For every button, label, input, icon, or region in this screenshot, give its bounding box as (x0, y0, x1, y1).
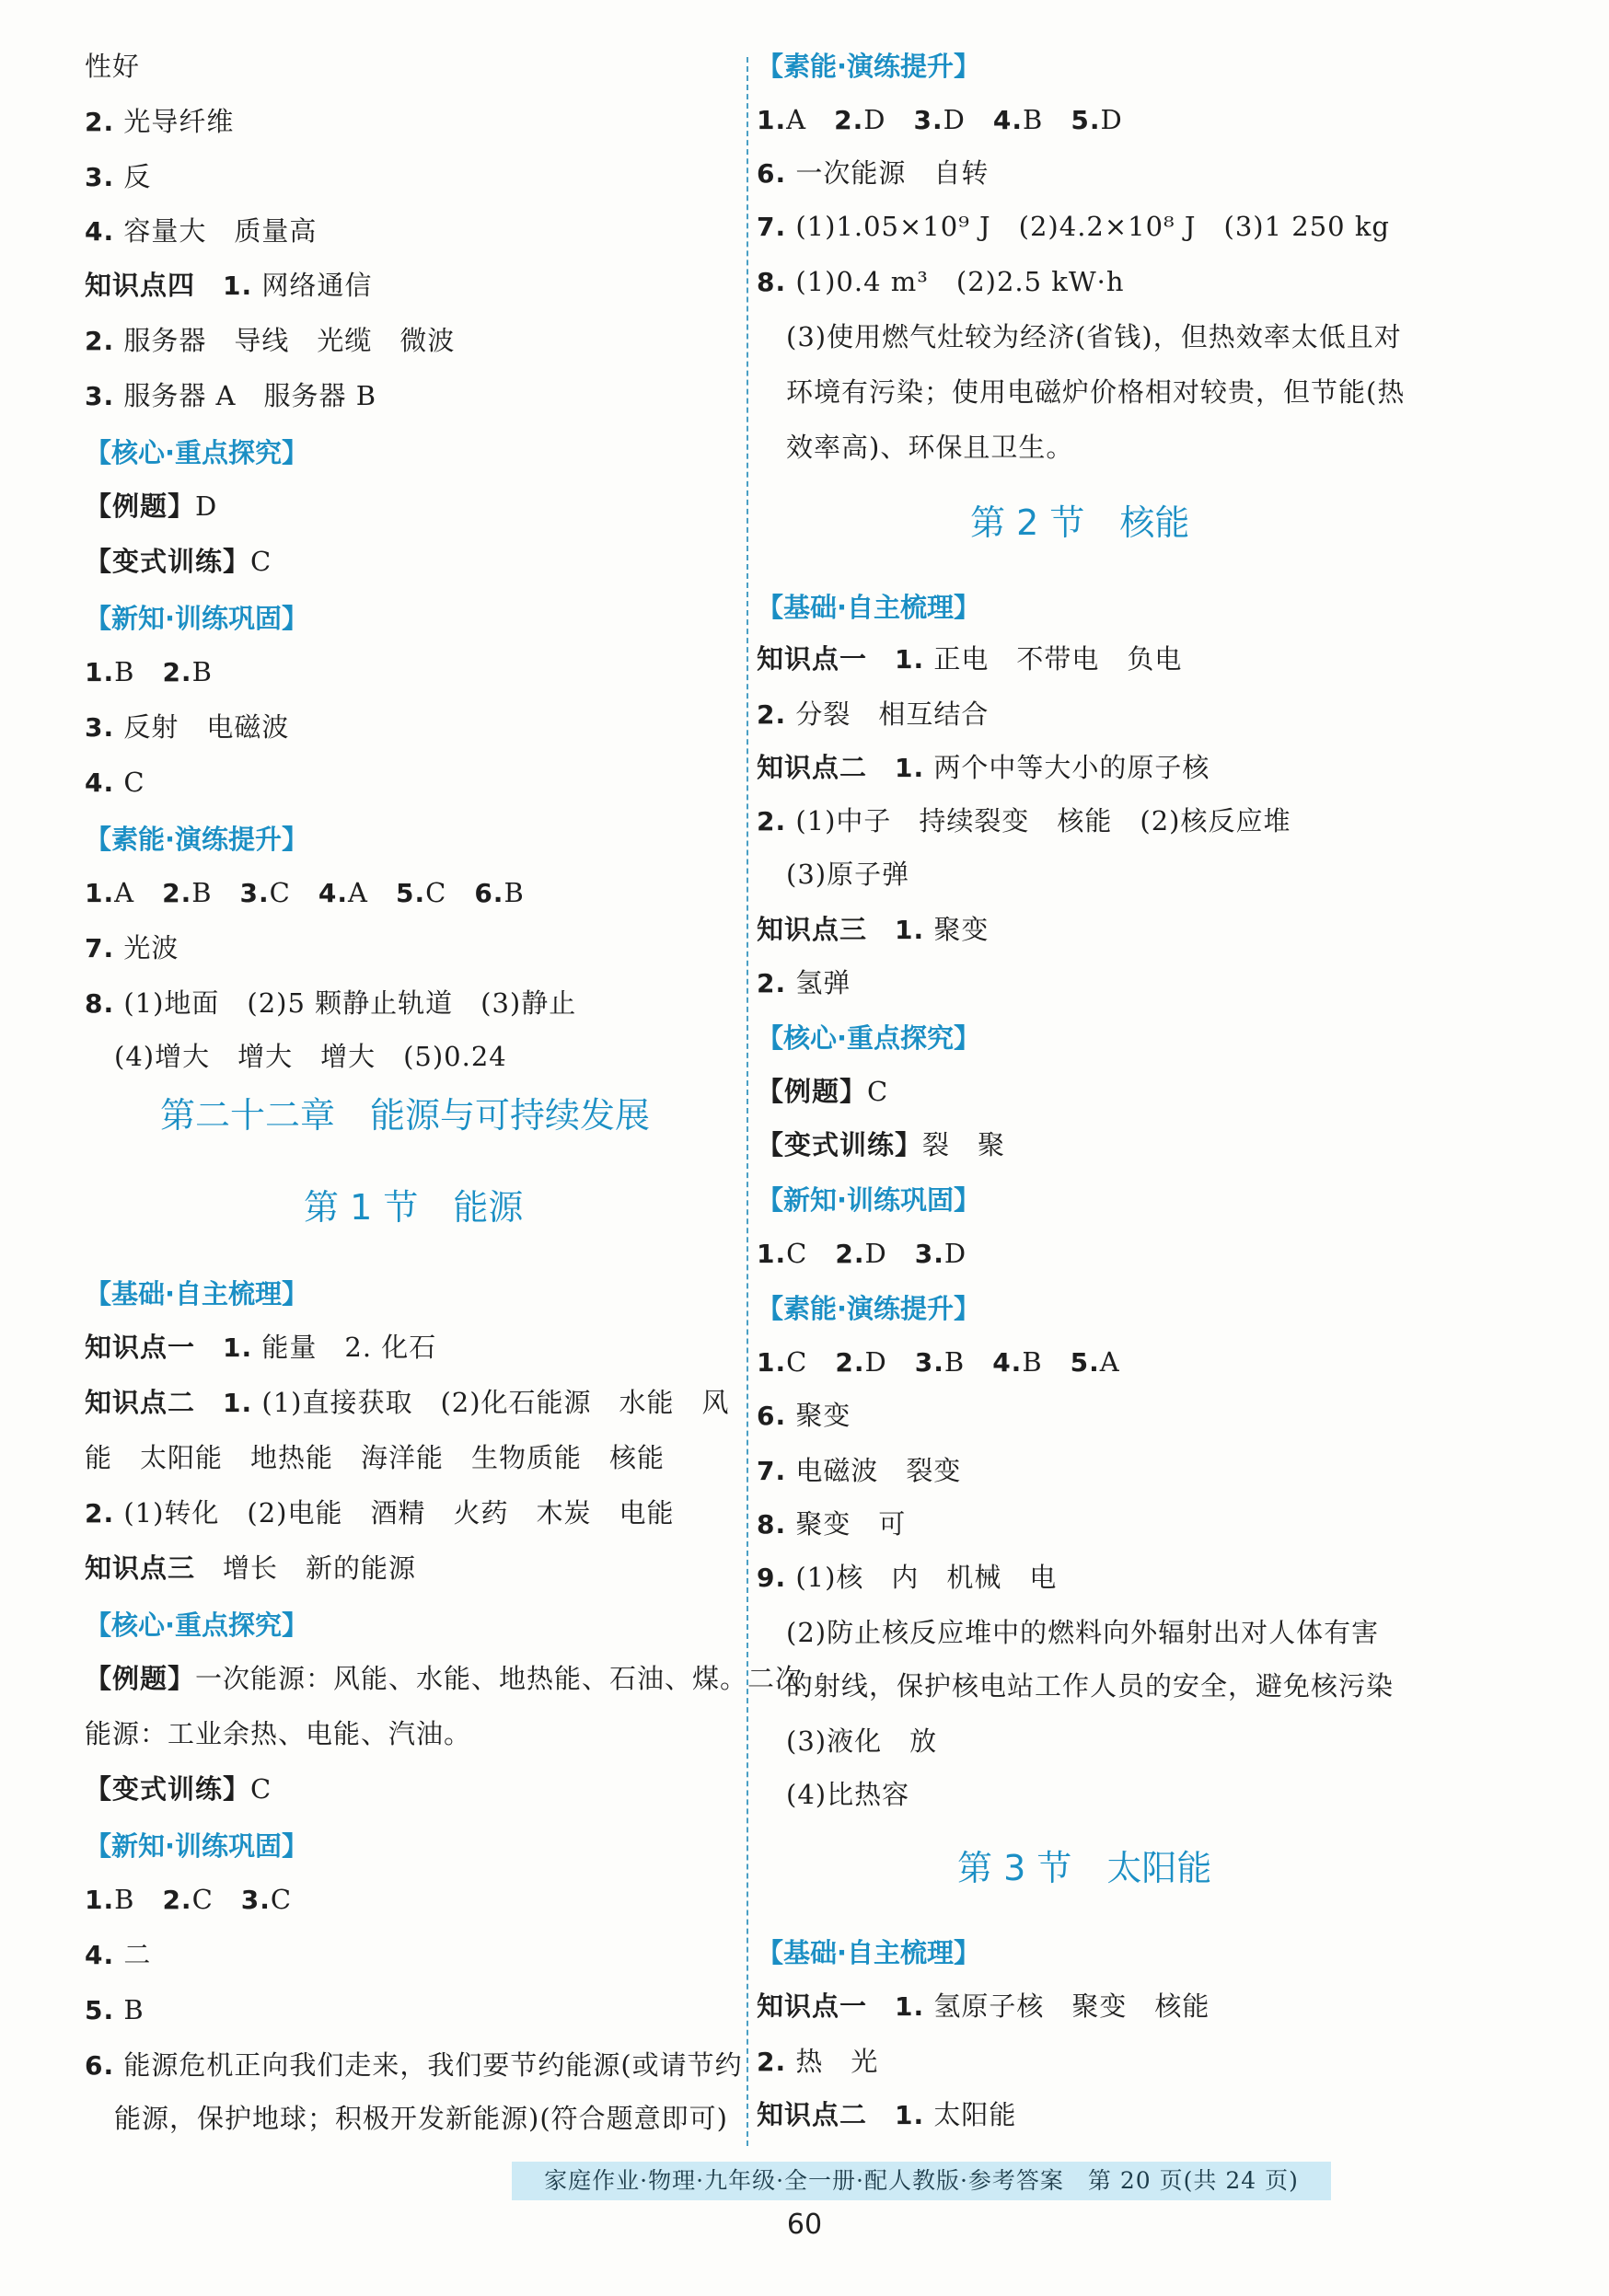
answer-line (786, 1776, 909, 1813)
question-number: 7. (85, 933, 115, 963)
answer-text: 能源，保护地球；积极开发新能源)(符合题意即可) (114, 2103, 728, 2134)
answer-line (85, 377, 376, 415)
question-number: 4. (85, 1940, 115, 1970)
answer-text: 正电 不带电 负电 (924, 643, 1183, 675)
answer-line (85, 1936, 151, 1974)
question-number: 1. (85, 878, 115, 908)
answer-text: 太阳能 (924, 2099, 1017, 2130)
answer-text: B (191, 877, 213, 908)
question-number: 3. (914, 1239, 944, 1269)
column-divider (747, 57, 748, 2146)
answer-text: C (191, 1884, 214, 1915)
answer-line (85, 1660, 803, 1697)
answer-text: C (270, 1884, 293, 1915)
answer-text: 聚变 (924, 914, 990, 945)
question-number: 1. (895, 1991, 925, 2022)
answer-text: 光波 (114, 932, 179, 963)
answer-line (757, 101, 1123, 139)
section-heading: 【新知·训练巩固】 (85, 603, 309, 634)
answer-line (757, 802, 1291, 840)
answer-line (757, 1126, 1005, 1163)
answer-line (85, 267, 372, 305)
answer-line (757, 749, 1210, 787)
answer-line (757, 1506, 906, 1543)
question-number: 6. (757, 1401, 787, 1431)
example-tag: 【变式训练】 (757, 1129, 923, 1160)
answer-line (85, 1329, 436, 1367)
answer-text: 一次能源 自转 (786, 157, 990, 189)
answer-line (757, 155, 989, 192)
answer-text: 的射线，保护核电站工作人员的安全，避免核污染 (786, 1670, 1395, 1702)
answer-text: C (425, 877, 447, 908)
answer-text: B (943, 1346, 966, 1378)
answer-text: D (943, 1238, 967, 1269)
chapter-title: 第 1 节 能源 (304, 1187, 524, 1228)
answer-text: A (1099, 1346, 1120, 1378)
answer-text: 网络通信 (252, 270, 373, 301)
answer-text: (1)0.4 m³ (2)2.5 kW·h (786, 266, 1125, 297)
question-number: 1. (895, 2100, 925, 2130)
answer-line (757, 1988, 1210, 2025)
answer-text: 性好 (85, 51, 141, 82)
answer-text: B (114, 656, 135, 687)
question-number: 8. (85, 988, 115, 1019)
knowledge-point-label: 知识点二 (757, 2099, 868, 2130)
answer-line (757, 2096, 1016, 2134)
question-number: 7. (757, 212, 787, 242)
answer-text: (3)使用燃气灶较为经济(省钱)，但热效率太低且对 (786, 321, 1402, 352)
answer-line (85, 488, 217, 525)
answer-text: A (348, 877, 368, 908)
answer-text: 分裂 相互结合 (786, 698, 990, 730)
answer-text: D (1100, 104, 1123, 135)
example-tag: 【例题】 (85, 1663, 196, 1694)
answer-text: (2)防止核反应堆中的燃料向外辐射出对人体有害 (786, 1617, 1380, 1648)
example-tag: 【变式训练】 (85, 1773, 251, 1805)
answer-line (757, 1344, 1120, 1381)
answer-text: C (114, 767, 145, 798)
question-number: 2. (162, 878, 192, 908)
section-heading: 【核心·重点探究】 (85, 1610, 309, 1641)
section-heading: 【基础·自主梳理】 (85, 1278, 309, 1310)
answer-text: C (250, 546, 272, 577)
answer-text: 氢原子核 聚变 核能 (924, 1990, 1210, 2022)
section-heading: 【素能·演练提升】 (757, 1293, 981, 1324)
answer-line (757, 263, 1125, 301)
answer-text: 效率高)、环保且卫生。 (786, 432, 1074, 463)
answer-text: (1)核 内 机械 电 (786, 1562, 1058, 1593)
answer-text: 电磁波 裂变 (786, 1455, 962, 1486)
answer-text: C (250, 1773, 272, 1805)
answer-text: 容量大 质量高 (114, 215, 318, 247)
answer-line (757, 696, 989, 733)
answer-line (757, 640, 1182, 678)
answer-line (85, 1881, 292, 1919)
question-number: 1. (223, 271, 253, 301)
answer-line (85, 543, 272, 580)
section-heading: 【素能·演练提升】 (85, 824, 309, 855)
question-number: 2. (757, 806, 787, 836)
answer-text: (3)液化 放 (786, 1725, 938, 1757)
knowledge-point-label: 知识点一 (85, 1332, 196, 1363)
question-number: 8. (757, 267, 787, 297)
answer-line (85, 985, 576, 1022)
answer-text: 聚变 可 (786, 1508, 907, 1540)
answer-line (786, 374, 1405, 410)
question-number: 2. (85, 107, 115, 137)
answer-text: 能 太阳能 地热能 海洋能 生物质能 核能 (85, 1442, 666, 1473)
section-heading: 【新知·训练巩固】 (85, 1830, 309, 1862)
question-number: 2. (162, 1885, 192, 1915)
answer-text: 两个中等大小的原子核 (924, 752, 1210, 783)
answer-line (757, 911, 989, 949)
question-number: 5. (1071, 105, 1101, 135)
answer-line (757, 1559, 1057, 1597)
answer-text: D (863, 104, 886, 135)
answer-line (85, 1991, 145, 2029)
question-number: 1. (223, 1388, 253, 1418)
answer-text: (1)地面 (2)5 颗静止轨道 (3)静止 (114, 987, 577, 1019)
example-tag: 【变式训练】 (85, 546, 251, 577)
section-heading: 【新知·训练巩固】 (757, 1184, 981, 1216)
page-number: 60 (786, 2209, 823, 2241)
question-number: 2. (757, 699, 787, 730)
answer-text: 反射 电磁波 (114, 711, 290, 743)
answer-text: 能源：工业余热、电能、汽油。 (85, 1718, 472, 1749)
answer-text: C (867, 1076, 889, 1107)
answer-text: D (864, 1238, 887, 1269)
answer-line (757, 1235, 967, 1273)
answer-text: 能源危机正向我们走来，我们要节约能源(或请节约 (114, 2049, 743, 2081)
answer-line (786, 1723, 937, 1759)
question-number: 3. (85, 381, 115, 411)
answer-text: 服务器 A 服务器 B (114, 380, 377, 411)
answer-line (786, 1614, 1379, 1651)
knowledge-point-label: 知识点三 (757, 914, 868, 945)
answer-line (114, 2100, 728, 2137)
answer-text: B (191, 656, 213, 687)
answer-line (85, 48, 140, 85)
answer-text: (4)比热容 (786, 1779, 910, 1810)
question-number: 4. (85, 216, 115, 247)
question-number: 3. (914, 1347, 944, 1378)
answer-line (85, 103, 234, 141)
answer-text: B (114, 1994, 145, 2025)
answer-line (757, 208, 1390, 246)
answer-line (757, 2043, 878, 2081)
answer-line (786, 856, 909, 893)
answer-text: (1)直接获取 (2)化石能源 水能 风 (252, 1387, 730, 1418)
answer-text: B (504, 877, 525, 908)
answer-text: (1)1.05×10⁹ J (2)4.2×10⁸ J (3)1 250 kg (786, 211, 1390, 242)
answer-line (786, 1667, 1394, 1704)
question-number: 2. (835, 1239, 865, 1269)
question-number: 5. (395, 878, 426, 908)
knowledge-point-label: 知识点一 (757, 1990, 868, 2022)
answer-line (786, 318, 1402, 355)
question-number: 1. (895, 644, 925, 675)
knowledge-point-label: 知识点二 (757, 752, 868, 783)
answer-text: (3)原子弹 (786, 859, 910, 890)
answer-line (85, 322, 455, 360)
question-number: 5. (85, 1995, 115, 2025)
answer-line (757, 1397, 851, 1435)
question-number: 1. (895, 753, 925, 783)
answer-line (85, 2047, 743, 2084)
answer-text: 环境有污染；使用电磁炉价格相对较贵，但节能(热 (786, 376, 1406, 408)
answer-text: C (786, 1346, 808, 1378)
answer-text: 裂 聚 (922, 1129, 1006, 1160)
footer-text: 家庭作业·物理·九年级·全一册·配人教版·参考答案 第 20 页(共 24 页) (544, 2167, 1299, 2194)
answer-line (85, 1439, 665, 1476)
section-heading: 【素能·演练提升】 (757, 51, 981, 82)
answer-text: B (1022, 1346, 1043, 1378)
question-number: 9. (757, 1563, 787, 1593)
answer-text: B (1023, 104, 1044, 135)
question-number: 3. (913, 105, 943, 135)
answer-line (85, 1771, 272, 1807)
section-heading: 【基础·自主梳理】 (757, 592, 981, 623)
question-number: 4. (318, 878, 349, 908)
answer-line (114, 1038, 507, 1075)
question-number: 7. (757, 1456, 787, 1486)
answer-text: 聚变 (786, 1400, 851, 1431)
question-number: 2. (835, 1347, 865, 1378)
answer-line (85, 213, 317, 250)
chapter-title: 第 2 节 核能 (970, 502, 1190, 543)
question-number: 1. (757, 1239, 787, 1269)
answer-text: B (114, 1884, 135, 1915)
answer-line (85, 764, 145, 802)
answer-text: (4)增大 增大 增大 (5)0.24 (114, 1041, 507, 1072)
knowledge-point-label: 知识点三 (85, 1552, 196, 1584)
answer-text: D (195, 490, 218, 522)
answer-line (85, 874, 525, 912)
section-heading: 【基础·自主梳理】 (757, 1937, 981, 1968)
question-number: 3. (85, 712, 115, 743)
answer-text: D (943, 104, 966, 135)
question-number: 1. (895, 915, 925, 945)
question-number: 2. (757, 968, 787, 998)
answer-line (85, 709, 289, 746)
question-number: 3. (85, 162, 115, 192)
question-number: 6. (85, 2050, 115, 2081)
answer-line (85, 158, 151, 196)
chapter-title: 第 3 节 太阳能 (957, 1848, 1212, 1888)
question-number: 2. (834, 105, 864, 135)
example-tag: 【例题】 (85, 490, 196, 522)
answer-text: C (786, 1238, 808, 1269)
question-number: 2. (85, 1498, 115, 1529)
section-heading: 【核心·重点探究】 (85, 437, 309, 468)
question-number: 6. (757, 158, 787, 189)
question-number: 3. (240, 1885, 271, 1915)
answer-line (85, 1550, 416, 1586)
question-number: 1. (85, 1885, 115, 1915)
question-number: 2. (85, 326, 115, 356)
question-number: 4. (992, 105, 1024, 135)
answer-text: A (114, 877, 135, 908)
answer-text: A (786, 104, 807, 135)
question-number: 1. (757, 1347, 787, 1378)
answer-line (85, 1494, 675, 1532)
answer-line (85, 929, 179, 967)
answer-text: 能量 2. 化石 (252, 1332, 437, 1363)
answer-line (757, 1073, 888, 1110)
answer-text: C (269, 877, 291, 908)
answer-text: (1)转化 (2)电能 酒精 火药 木炭 电能 (114, 1497, 675, 1529)
section-heading: 【核心·重点探究】 (757, 1022, 981, 1054)
answer-line (85, 1715, 471, 1752)
answer-line (757, 1452, 961, 1490)
question-number: 8. (757, 1509, 787, 1540)
knowledge-point-label: 知识点一 (757, 643, 868, 675)
answer-text: (1)中子 持续裂变 核能 (2)核反应堆 (786, 805, 1291, 836)
answer-text: 氢弹 (786, 967, 851, 998)
question-number: 2. (757, 2047, 787, 2077)
answer-text: 一次能源：风能、水能、地热能、石油、煤。二次 (195, 1663, 804, 1694)
answer-line (757, 964, 851, 1002)
question-number: 1. (757, 105, 787, 135)
question-number: 4. (992, 1347, 1023, 1378)
answer-text: 反 (114, 161, 152, 192)
question-number: 6. (474, 878, 504, 908)
example-tag: 【例题】 (757, 1076, 868, 1107)
chapter-title: 第二十二章 能源与可持续发展 (160, 1095, 651, 1136)
answer-line (786, 429, 1073, 466)
question-number: 1. (223, 1333, 253, 1363)
knowledge-point-label: 知识点二 (85, 1387, 196, 1418)
question-number: 5. (1070, 1347, 1100, 1378)
question-number: 3. (239, 878, 270, 908)
answer-text: 服务器 导线 光缆 微波 (114, 325, 456, 356)
answer-text: 热 光 (786, 2046, 879, 2077)
answer-text: 增长 新的能源 (223, 1552, 417, 1584)
answer-text: 光导纤维 (114, 106, 235, 137)
answer-text: D (864, 1346, 887, 1378)
question-number: 1. (85, 657, 115, 687)
question-number: 4. (85, 767, 115, 798)
answer-line (85, 1384, 730, 1422)
answer-text: 二 (114, 1939, 152, 1970)
knowledge-point-label: 知识点四 (85, 270, 196, 301)
answer-line (85, 653, 213, 691)
question-number: 2. (162, 657, 192, 687)
